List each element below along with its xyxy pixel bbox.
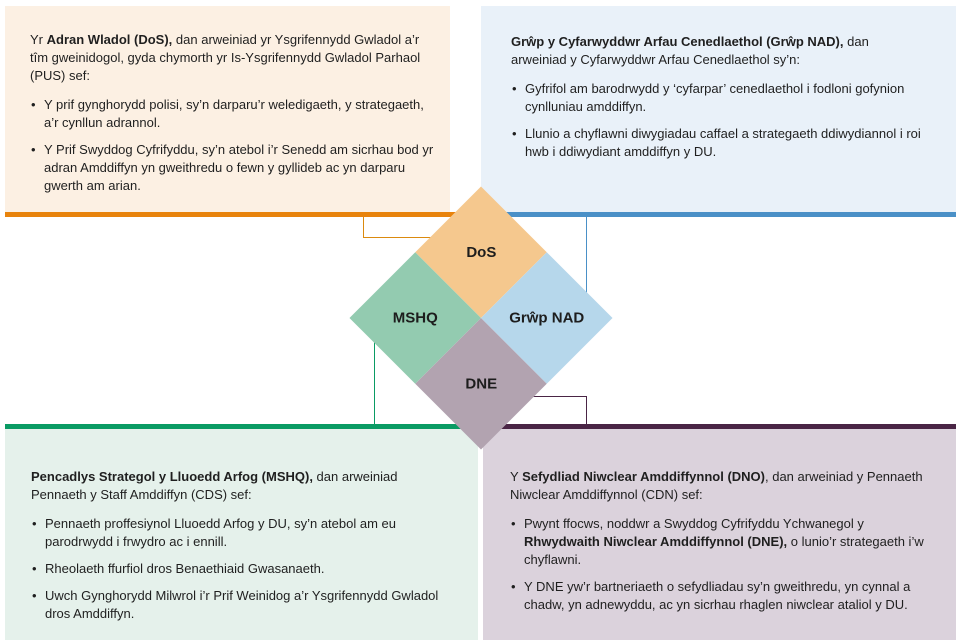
list-item: • Pennaeth proffesiynol Lluoedd Arfog y DU, sy’n atebol am eu parodrwydd i frwydro ac i ennill. [31,515,450,551]
panel-dos-title: Adran Wladol (DoS), [46,32,173,47]
mshq-connector-line [374,342,375,424]
diamond-nad-label: Grŵp NAD [509,309,585,327]
nad-connector-line [586,217,587,293]
panel-dos-intro [30,31,438,85]
list-item: • Y DNE yw’r bartneriaeth o sefydliadau sy’n gweithredu, yn cynnal a chadw, yn adnewyddu, ac yn sicrhau rhaglen niwclear ataliol y DU. [510,578,931,614]
list-item: • Llunio a chyflawni diwygiadau caffael a strategaeth ddiwydiannol i roi hwb i ddiwydiant amddiffyn y DU. [511,125,928,161]
panel-nad-bullet-list [511,80,928,161]
panel-dno-intro [510,468,931,504]
panel-mshq-title: Pencadlys Strategol y Lluoedd Arfog (MSHQ), [31,469,313,484]
diamond-mshq-label: MSHQ [392,309,438,327]
panel-dno-bullet-list [510,515,931,614]
center-diamond [349,186,612,449]
list-item: • Gyfrifol am barodrwydd y ‘cyfarpar’ cenedlaethol i fodloni gofynion cynlluniau amddiffyn. [511,80,928,116]
dos-accent-rule [5,212,481,217]
diamond-dne-label: DNE [465,375,497,393]
panel-mshq-intro-post: dan arweiniad Pennaeth y Staff Amddiffyn (CDS) sef: [31,469,398,502]
panel-dno-intro-post: , dan arweiniad y Pennaeth Niwclear Amddiffynnol (CDN) sef: [510,469,923,502]
panel-nad-title: Grŵp y Cyfarwyddwr Arfau Cenedlaethol (Grŵp NAD), [511,34,844,49]
panel-nad-group [481,6,956,212]
panel-dos [5,6,450,212]
nad-accent-rule [481,212,956,217]
panel-dos-intro-pre: Yr [30,32,47,47]
dno-connector-line [528,396,587,397]
list-item: • Y Prif Swyddog Cyfrifyddu, sy’n atebol i’r Senedd am sicrhau bod yr adran Amddiffyn yn gweithredu o fewn y gyllideb ac yn darparu gwerth am arian. [30,141,438,195]
dno-connector-line [586,396,587,424]
panel-dno-intro-pre: Y [510,469,523,484]
list-item: • Y prif gynghorydd polisi, sy’n darparu’r weledigaeth, y strategaeth, a’r cynllun adrannol. [30,96,438,132]
panel-mshq-bullet-list [31,515,450,623]
panel-dos-intro-post: dan arweiniad yr Ysgrifennydd Gwladol a’r tîm gweinidogol, gyda chymorth yr Is-Ysgrifennydd Gwladol Parhaol (PUS) sef: [30,32,421,83]
mshq-accent-rule [5,424,481,429]
panel-mshq-intro [31,468,450,504]
panel-mshq [5,429,478,640]
bullet-text-post: o lunio’r strategaeth i’w chyflawni. [524,534,924,567]
panel-nad-intro-post: dan arweiniad y Cyfarwyddwr Arfau Cenedlaethol sy’n: [511,34,869,67]
list-item: • Uwch Gynghorydd Milwrol i’r Prif Weinidog a’r Ysgrifennydd Gwladol dros Amddiffyn. [31,587,450,623]
panel-dno-title: Sefydliad Niwclear Amddiffynnol (DNO) [522,469,765,484]
diamond-dos-label: DoS [466,243,496,261]
list-item [510,515,931,569]
panel-dos-bullet-list [30,96,438,195]
dos-connector-line [363,217,364,238]
list-item: • Rheolaeth ffurfiol dros Benaethiaid Gwasanaeth. [31,560,450,578]
dno-accent-rule [481,424,956,429]
panel-nad-intro [511,33,928,69]
bullet-text-pre: Pwynt ffocws, noddwr a Swyddog Cyfrifyddu Ychwanegol y [524,516,864,531]
panel-dno [483,429,956,640]
bullet-text-bold: Rhwydwaith Niwclear Amddiffynnol (DNE), [524,534,788,549]
